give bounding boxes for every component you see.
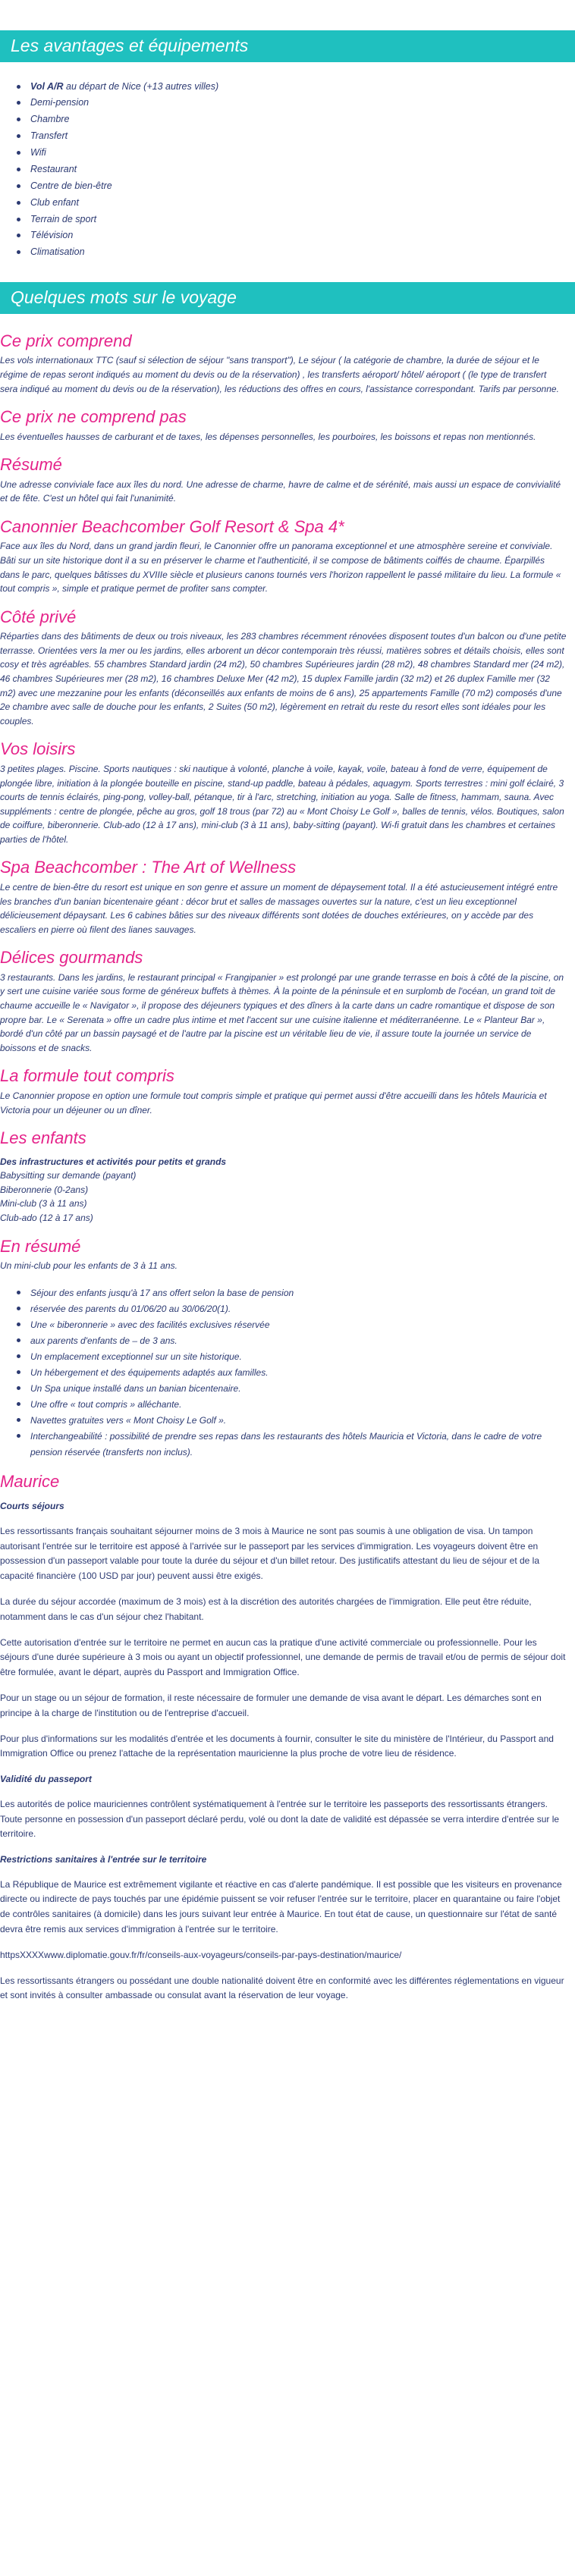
features-list xyxy=(0,79,575,262)
section-heading: Ce prix ne comprend pas xyxy=(0,407,187,427)
section-text: Les vols internationaux TTC (sauf si sélection de séjour "sans transport"), Le séjour ( la catégorie de chambre, la durée de séjour et le régime de repas seront indiqués au moment du devis ou de la réservation) , les transferts aéroport/ hôtel/ aéroport ( (le type de transfert sera indiqué au moment du devis ou de la réservation), les réductions des offres en cours, l'assistance correspondant. Tarifs par personne. xyxy=(0,355,559,394)
section-heading: Maurice xyxy=(0,1471,60,1491)
banner-title: Quelques mots sur le voyage xyxy=(11,287,237,308)
list-item: Interchangeabilité : possibilité de prendre ses repas dans les restaurants des hôtels Mauricia et Victoria, dans le cadre de votre pension réservée (transferts non inclus). xyxy=(30,1429,567,1461)
feature-item: Wifi xyxy=(30,145,575,162)
feature-item: Vol A/R au départ de Nice (+13 autres villes) xyxy=(30,79,575,96)
kids-block xyxy=(0,1155,567,1225)
section-text: Une adresse conviviale face aux îles du nord. Une adresse de charme, havre de calme et de sérénité, mais aussi un espace de convivialité et de fête. C'est un hôtel qui fait l'unanimité. xyxy=(0,478,561,504)
list-item: Une offre « tout compris » alléchante. xyxy=(30,1397,567,1413)
section-cote-prive xyxy=(0,607,567,729)
list-item: réservée des parents du 01/06/20 au 30/06/20(1). xyxy=(30,1301,567,1317)
paragraph: Pour plus d'informations sur les modalités d'entrée et les documents à fournir, consulter le site du ministère de l'Intérieur, du Passport and Immigration Office ou prenez l'attache de la représentation mauricienne la plus proche de votre lieu de résidence. xyxy=(0,1733,554,1759)
feature-item: Restaurant xyxy=(30,162,575,178)
summary-list xyxy=(0,1285,567,1461)
list-item: Séjour des enfants jusqu'à 17 ans offert selon la base de pension xyxy=(30,1285,567,1301)
kids-line: Biberonnerie (0-2ans) xyxy=(0,1184,89,1195)
section-hotel xyxy=(0,516,567,596)
feature-item: Transfert xyxy=(30,128,575,145)
paragraph: Cette autorisation d'entrée sur le territoire ne permet en aucun cas la pratique d'une activité commerciale ou professionnelle. Pour les séjours d'une durée supérieure à 3 mois ou ayant un objectif professionnel, une demande de permis de travail et/ou de permis de séjour doit être formulée, avant le départ, auprès du Passport and Immigration Office. xyxy=(0,1636,566,1678)
section-text: 3 petites plages. Piscine. Sports nautiques : ski nautique à volonté, planche à voile, kayak, voile, bateau à fond de verre, équipement de plongée libre, initiation à la plongée bouteille en piscine, stand-up paddle, bateau à pédales, aquagym. Sports terrestres : mini golf éclairé, 3 courts de tennis éclairés, ping-pong, volley-ball, pétanque, tir à l'arc, stretching, initiation au yoga. Salle de fitness, hammam, sauna. Avec suppléments : centre de plongée, pêche au gros, golf 18 trous (par 72) au « Mont Choisy Le Golf », balles de tennis, vélos. Boutiques, salon de coiffure, biberonnerie. Club-ado (12 à 17 ans), mini-club (3 à 11 ans), baby-sitting (payant). Wi-fi gratuit dans les chambres et certaines xyxy=(0,763,564,831)
section-text: Le centre de bien-être du resort est unique en son genre et assure un moment de dépaysement total. Il a été astucieusement intégré entre les branches d'un banian bicentenaire géant : décor brut et salles de massages ouvertes sur la nature, c'est un lieu exceptionnel délicieusement dépaysant. Les 6 cabines bâties sur des niveaux différents sont dotées de douches extérieures, on y accède par des escaliers en pierre où filent des lianes sauvages. xyxy=(0,881,558,935)
list-item: Une « biberonnerie » avec des facilités exclusives réservée xyxy=(30,1317,567,1333)
hotel-name: Canonnier Beachcomber Golf Resort & Spa 4* xyxy=(0,516,344,536)
list-item: Navettes gratuites vers « Mont Choisy Le Golf ». xyxy=(30,1413,567,1429)
section-enfants xyxy=(0,1128,567,1225)
section-banner-avantages xyxy=(0,30,575,62)
section-text: Face aux îles du Nord, dans un grand jardin fleuri, le Canonnier offre un panorama exceptionnel et une atmosphère sereine et conviviale. Bâti sur un site historique dont il a su en préserver le charme et l'authenticité, il se compose de bâtiments coiffés de chaume. Éparpillés dans le parc, quelques bâtisses du XVIIIe siècle et plusieurs canons tournés vers l'horizon rappellent le passé militaire du lieu. La formule « tout compris », simple et pratique permet de profiter sans compter. xyxy=(0,541,561,595)
paragraph: La République de Maurice est extrêmement vigilante et réactive en cas d'alerte pandémique. Il est possible que les visiteurs en provenance directe ou indirecte de pays touchés par une épidémie puissent se voir refuser l'entrée sur le territoire, placer en quarantaine ou faire l'objet de contrôles sanitaires (à domicile) dans les jours suivant leur entrée à Maurice. En tout état de cause, un questionnaire sur l'état de santé devra être remis aux services d'immigration à l'entrée sur le territoire. xyxy=(0,1878,562,1935)
section-heading: Vos loisirs xyxy=(0,739,76,759)
section-text: Le Canonnier propose en option une formule tout compris simple et pratique qui permet aussi d'être accueilli dans les hôtels Mauricia et Victoria pour un déjeuner ou un dîner. xyxy=(0,1090,547,1115)
section-en-resume xyxy=(0,1236,567,1461)
kids-line: Mini-club (3 à 11 ans) xyxy=(0,1198,87,1210)
paragraph: Les ressortissants étrangers ou possédant une double nationalité doivent être en conformité avec les différentes réglementations en vigueur et sont invités à consulter ambassade ou consulat avant la réservation de leur voyage. xyxy=(0,1975,564,2001)
subheading-validite: Validité du passeport xyxy=(0,1774,92,1785)
section-text-continued: parties de l'hôtel. xyxy=(0,833,69,845)
list-item: Un emplacement exceptionnel sur un site historique. xyxy=(30,1349,567,1365)
subheading-restrictions: Restrictions sanitaires à l'entrée sur le territoire xyxy=(0,1854,207,1865)
section-prix-compris xyxy=(0,331,567,396)
paragraph: Les autorités de police mauriciennes contrôlent systématiquement à l'entrée sur le territoire les passeports des ressortissants étrangers. Toute personne en possession d'un passeport déclaré perdu, volé ou dont la date de validité est dépassée se verra interdire d'entrée sur le territoire. xyxy=(0,1798,560,1840)
feature-item: Chambre xyxy=(30,111,575,128)
kids-line: Club-ado (12 à 17 ans) xyxy=(0,1212,93,1223)
section-text: 3 restaurants. Dans les jardins, le restaurant principal « Frangipanier » est prolongé par une grande terrasse en bois à côté de la piscine, on y sert une cuisine variée sous forme de généreux buffets à thèmes. À la pointe de la péninsule et en surplomb de l'océan, un grand toit de chaume accueille le « Navigator », il propose des déjeuners typiques et des dîners à la carte dans un cadre romantique et dispose de son propre bar. Le « Serenata » offre un cadre plus intime et met l'accent sur une cuisine italienne et méditerranéenne. Le « Planteur Bar », bordé d'un côté par un bassin paysagé et de l'autre par la piscine est un véritable lieu de vie, il assure toute la journée un service de boissons et de snacks. xyxy=(0,971,564,1053)
feature-item: Demi-pension xyxy=(30,95,575,111)
section-heading: Côté privé xyxy=(0,607,77,626)
section-heading: La formule tout compris xyxy=(0,1066,174,1086)
section-prix-non-compris xyxy=(0,406,567,444)
subheading-courts-sejours: Courts séjours xyxy=(0,1501,64,1512)
feature-item: Centre de bien-être xyxy=(30,178,575,195)
list-item: Un Spa unique installé dans un banian bicentenaire. xyxy=(30,1381,567,1397)
list-item: Un hébergement et des équipements adaptés aux familles. xyxy=(30,1365,567,1381)
kids-subtitle: Des infrastructures et activités pour petits et grands xyxy=(0,1156,227,1167)
section-intro: Un mini-club pour les enfants de 3 à 11 ans. xyxy=(0,1260,178,1272)
banner-title: Les avantages et équipements xyxy=(11,36,249,55)
section-heading: En résumé xyxy=(0,1236,81,1256)
section-heading: Délices gourmands xyxy=(0,948,143,968)
paragraph: Pour un stage ou un séjour de formation, il reste nécessaire de formuler une demande de visa avant le départ. Les démarches sont en principe à la charge de l'institution ou de l'entreprise d'accueil. xyxy=(0,1692,542,1718)
feature-item: Terrain de sport xyxy=(30,212,575,228)
section-heading: Spa Beachcomber : The Art of Wellness xyxy=(0,858,297,877)
section-text: Les éventuelles hausses de carburant et de taxes, les dépenses personnelles, les pourboires, les boissons et repas non mentionnés. xyxy=(0,431,536,442)
kids-line: Babysitting sur demande (payant) xyxy=(0,1170,137,1181)
section-spa xyxy=(0,857,567,937)
section-text: Réparties dans des bâtiments de deux ou trois niveaux, les 283 chambres récemment rénovées disposent toutes d'un balcon ou d'une petite terrasse. Orientées vers la mer ou les jardins, elles arborent un décor contemporain très réussi, matières sobres et détails choisis, elles sont cosy et très agréables. 55 chambres Standard jardin (24 m2), 50 chambres Supérieures jardin (28 m2), 48 chambres Standard mer (24 m2), 46 chambres Supérieures mer (28 m2), 16 chambres Deluxe Mer (42 m2), 15 duplex Famille jardin (32 m2) et 26 duplex Famille mer (32 m2) avec une mezzanine pour les enfants (déconseillés aux enfants de moins de 6 ans), 25 appartements Famille (70 m2) composés d'une 2e chambre avec salle de douche pour les enfants, 2 Suites (50 m2), légèrement en retrait du reste du resort elles sont idéales pour les couples. xyxy=(0,631,567,726)
list-item: aux parents d'enfants de – de 3 ans. xyxy=(30,1333,567,1349)
paragraph: Les ressortissants français souhaitant séjourner moins de 3 mois à Maurice ne sont pas soumis à une obligation de visa. Un tampon autorisant l'entrée sur le territoire est apposé à l'arrivée sur le passeport par les services d'immigration. Les voyageurs doivent être en possession d'un passeport valable pour toute la durée du séjour et d'un billet retour. Des justificatifs attestant du lieu de séjour et de la capacité financière (100 USD par jour) peuvent aussi être exigés. xyxy=(0,1525,540,1582)
section-resume xyxy=(0,454,567,506)
section-banner-voyage xyxy=(0,282,575,314)
section-maurice xyxy=(0,1471,567,2004)
section-heading: Les enfants xyxy=(0,1128,86,1148)
feature-item: Club enfant xyxy=(30,195,575,212)
paragraph: La durée du séjour accordée (maximum de 3 mois) est à la discrétion des autorités chargées de l'immigration. Elle peut être réduite, notamment dans le cas d'un séjour chez l'habitant. xyxy=(0,1595,532,1622)
section-heading: Ce prix comprend xyxy=(0,331,132,350)
section-loisirs xyxy=(0,739,567,846)
feature-item: Climatisation xyxy=(30,244,575,261)
voyage-content xyxy=(0,314,575,2003)
section-heading: Résumé xyxy=(0,455,62,475)
section-formule xyxy=(0,1065,567,1117)
diplomatie-link[interactable]: httpsXXXXwww.diplomatie.gouv.fr/fr/conseils-aux-voyageurs/conseils-par-pays-destination/maurice/ xyxy=(0,1949,402,1960)
section-delices xyxy=(0,947,567,1055)
feature-item: Télévision xyxy=(30,227,575,244)
